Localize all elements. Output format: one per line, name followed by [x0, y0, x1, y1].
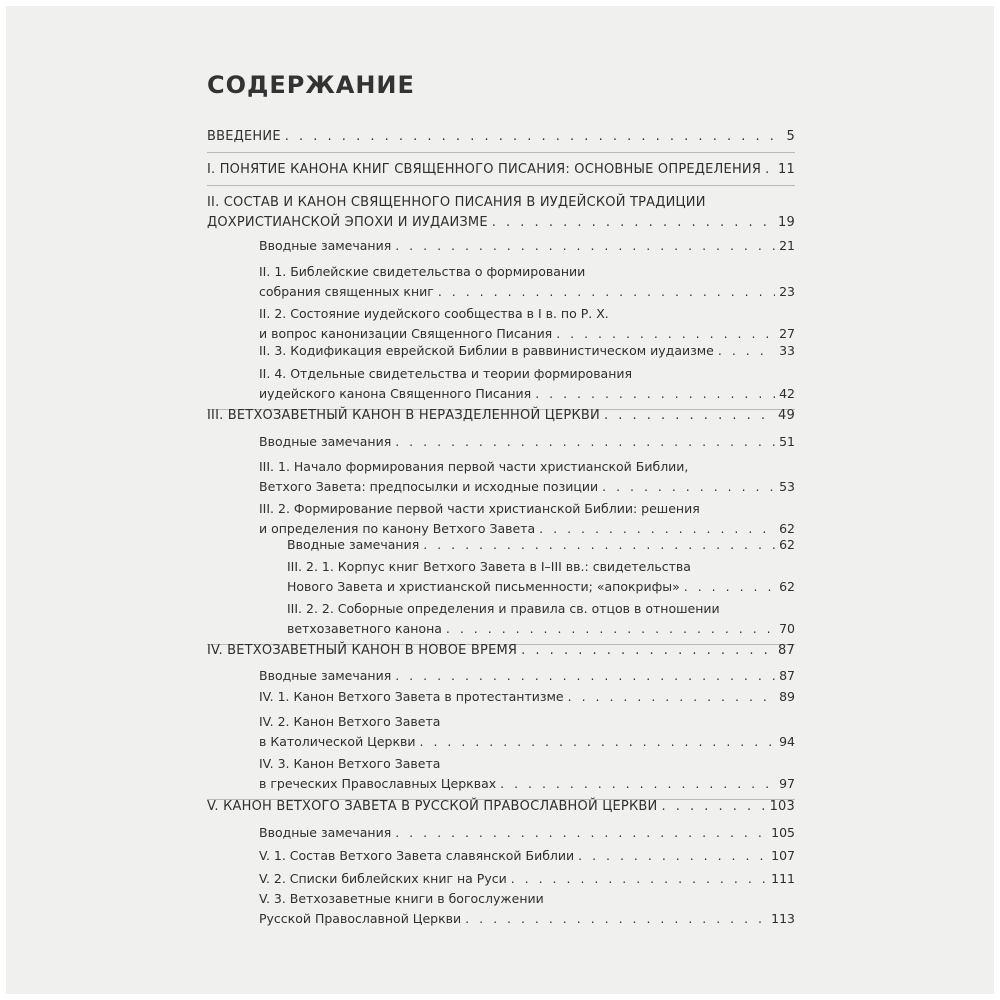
- page-number: 87: [778, 643, 795, 658]
- toc-entry[interactable]: [259, 712, 795, 752]
- toc-entry-last-line: [259, 687, 795, 707]
- toc-entry-title-line: III. 2. 1. Корпус книг Ветхого Завета в I–III вв.: свидетельства: [287, 559, 691, 574]
- toc-entry-title-line: Вводные замечания: [259, 434, 392, 449]
- toc-entry-last-line: [207, 127, 795, 147]
- dot-leader: [511, 869, 767, 889]
- toc-entry[interactable]: [287, 557, 795, 597]
- toc-entry-last-line: [259, 282, 795, 302]
- toc-entry-title-line: Вводные замечания: [259, 825, 392, 840]
- page-number: 62: [779, 579, 795, 594]
- page-number: 97: [779, 776, 795, 791]
- toc-entry-last-line: [259, 666, 795, 686]
- toc-entry[interactable]: [287, 535, 795, 555]
- dot-leader: [535, 384, 775, 404]
- page-number: 111: [771, 871, 795, 886]
- toc-entry-last-line: [259, 846, 795, 866]
- toc-entry-last-line: [287, 619, 795, 639]
- dot-leader: [602, 477, 775, 497]
- toc-entry[interactable]: [207, 160, 795, 180]
- dot-leader: [568, 687, 775, 707]
- toc-entry-last-line: [207, 160, 795, 180]
- toc-entry-last-line: [259, 384, 795, 404]
- toc-entry-title-line: II. 4. Отдельные свидетельства и теории формирования: [259, 366, 633, 381]
- toc-entry-title-line: III. 2. 2. Соборные определения и правила св. отцов в отношении: [287, 601, 720, 616]
- page-number: 87: [779, 668, 795, 683]
- toc-entry[interactable]: [259, 869, 795, 889]
- page-number: 62: [779, 521, 795, 536]
- toc-entry-last-line: [207, 797, 795, 817]
- dot-leader: [718, 341, 775, 361]
- toc-entry[interactable]: [259, 889, 795, 929]
- page-number: 5: [786, 129, 795, 144]
- toc-entry-last-line: [259, 341, 795, 361]
- dot-leader: [684, 577, 775, 597]
- toc-entry[interactable]: [207, 127, 795, 147]
- toc-entry-title-line: III. ВЕТХОЗАВЕТНЫЙ КАНОН В НЕРАЗДЕЛЕННОЙ ЦЕРКВИ: [207, 408, 600, 423]
- page-number: 113: [771, 911, 795, 926]
- toc-entry-title-line: собрания священных книг: [259, 284, 434, 299]
- page-number: 21: [779, 238, 795, 253]
- toc-entry-title-line: в греческих Православных Церквах: [259, 776, 497, 791]
- page-number: 27: [779, 326, 795, 341]
- page-number: 62: [779, 537, 795, 552]
- toc-entry-title-line: V. 2. Списки библейских книг на Руси: [259, 871, 507, 886]
- page-number: 11: [778, 162, 795, 177]
- toc-entry[interactable]: [207, 797, 795, 817]
- dot-leader: [395, 236, 775, 256]
- toc-entry[interactable]: [259, 364, 795, 404]
- toc-entry[interactable]: [259, 754, 795, 794]
- section-divider: [207, 152, 795, 153]
- toc-entry-last-line: [207, 406, 795, 426]
- toc-entry-title-line: III. 1. Начало формирования первой части христианской Библии,: [259, 459, 689, 474]
- toc-entry-last-line: [259, 869, 795, 889]
- toc-entry-title-line: иудейского канона Священного Писания: [259, 386, 532, 401]
- toc-entry[interactable]: [259, 304, 795, 344]
- toc-entry[interactable]: [259, 687, 795, 707]
- page-number: 42: [779, 386, 795, 401]
- page-number: 94: [779, 734, 795, 749]
- page-number: 89: [779, 689, 795, 704]
- toc-entry[interactable]: [259, 846, 795, 866]
- toc-entry-title-line: I. ПОНЯТИЕ КАНОНА КНИГ СВЯЩЕННОГО ПИСАНИЯ: ОСНОВНЫЕ ОПРЕДЕЛЕНИЯ: [207, 162, 762, 177]
- dot-leader: [500, 774, 775, 794]
- toc-entry[interactable]: [259, 341, 795, 361]
- toc-entry-last-line: [259, 432, 795, 452]
- page-number: 105: [771, 825, 795, 840]
- toc-entry[interactable]: [287, 599, 795, 639]
- page-number: 33: [779, 343, 795, 358]
- toc-entry-title-line: IV. 1. Канон Ветхого Завета в протестантизме: [259, 689, 564, 704]
- toc-entry-last-line: [259, 732, 795, 752]
- toc-entry[interactable]: [259, 236, 795, 256]
- toc-entry-title-line: II. 2. Состояние иудейского сообщества в I в. по Р. Х.: [259, 306, 609, 321]
- dot-leader: [661, 797, 765, 817]
- toc-entry-title-line: IV. 3. Канон Ветхого Завета: [259, 756, 441, 771]
- page-number: 49: [778, 408, 795, 423]
- toc-entry[interactable]: [207, 641, 795, 661]
- toc-entry-last-line: [287, 535, 795, 555]
- section-divider: [207, 185, 795, 186]
- toc-entry-title-line: II. СОСТАВ И КАНОН СВЯЩЕННОГО ПИСАНИЯ В ИУДЕЙСКОЙ ТРАДИЦИИ: [207, 195, 706, 210]
- toc-entry-title-line: Вводные замечания: [259, 238, 392, 253]
- toc-entry-title-line: V. 1. Состав Ветхого Завета славянской Библии: [259, 848, 575, 863]
- page-number: 23: [779, 284, 795, 299]
- toc-entry-title-line: и определения по канону Ветхого Завета: [259, 521, 536, 536]
- dot-leader: [438, 282, 775, 302]
- dot-leader: [446, 619, 775, 639]
- toc-entry[interactable]: [259, 666, 795, 686]
- dot-leader: [492, 213, 774, 233]
- toc-entry-title-line: Вводные замечания: [287, 537, 420, 552]
- toc-entry-title-line: Вводные замечания: [259, 668, 392, 683]
- toc-entry-title-line: IV. 2. Канон Ветхого Завета: [259, 714, 441, 729]
- toc-entry-title-line: ДОХРИСТИАНСКОЙ ЭПОХИ И ИУДАИЗМЕ: [207, 215, 488, 230]
- toc-entry-last-line: [207, 641, 795, 661]
- dot-leader: [521, 641, 774, 661]
- toc-entry-title-line: Русской Православной Церкви: [259, 911, 462, 926]
- page-number: 53: [779, 479, 795, 494]
- toc-entry[interactable]: [207, 406, 795, 426]
- toc-entry-title-line: II. 3. Кодификация еврейской Библии в раввинистическом иудаизме: [259, 343, 714, 358]
- toc-entry-last-line: [259, 774, 795, 794]
- dot-leader: [423, 535, 775, 555]
- toc-entry-title-line: в Католической Церкви: [259, 734, 416, 749]
- page-number: 19: [778, 215, 795, 230]
- page-number: 107: [771, 848, 795, 863]
- toc-entry[interactable]: [259, 262, 795, 302]
- toc-entry-last-line: [259, 477, 795, 497]
- dot-leader: [465, 909, 767, 929]
- toc-entry-title-line: Ветхого Завета: предпосылки и исходные позиции: [259, 479, 599, 494]
- toc-entry[interactable]: [259, 823, 795, 843]
- toc-entry-title-line: ВВЕДЕНИЕ: [207, 129, 281, 144]
- toc-entry[interactable]: [259, 499, 795, 539]
- dot-leader: [285, 127, 783, 147]
- toc-entry-last-line: [259, 823, 795, 843]
- toc-entry[interactable]: [259, 457, 795, 497]
- dot-leader: [395, 666, 775, 686]
- toc-entry[interactable]: [207, 193, 795, 233]
- toc-entry[interactable]: [259, 432, 795, 452]
- toc-entry-title-line: III. 2. Формирование первой части христианской Библии: решения: [259, 501, 700, 516]
- dot-leader: [395, 823, 767, 843]
- toc-entry-last-line: [207, 213, 795, 233]
- toc-entry-title-line: Нового Завета и христианской письменности; «апокрифы»: [287, 579, 680, 594]
- page-number: 70: [779, 621, 795, 636]
- toc-entry-title-line: ветхозаветного канона: [287, 621, 442, 636]
- dot-leader: [395, 432, 775, 452]
- page-number: 51: [779, 434, 795, 449]
- toc-entry-title-line: IV. ВЕТХОЗАВЕТНЫЙ КАНОН В НОВОЕ ВРЕМЯ: [207, 643, 518, 658]
- toc-entry-title-line: V. КАНОН ВЕТХОГО ЗАВЕТА В РУССКОЙ ПРАВОСЛАВНОЙ ЦЕРКВИ: [207, 799, 658, 814]
- dot-leader: [604, 406, 774, 426]
- page-number: 103: [769, 799, 795, 814]
- toc-entry-last-line: [287, 577, 795, 597]
- dot-leader: [420, 732, 776, 752]
- toc-entry-last-line: [259, 236, 795, 256]
- page-title: СОДЕРЖАНИЕ: [207, 71, 415, 99]
- toc-entry-last-line: [259, 909, 795, 929]
- toc-entry-title-line: V. 3. Ветхозаветные книги в богослужении: [259, 891, 544, 906]
- toc-entry-title-line: II. 1. Библейские свидетельства о формировании: [259, 264, 586, 279]
- dot-leader: [578, 846, 767, 866]
- dot-leader: [765, 160, 774, 180]
- toc-entry-title-line: и вопрос канонизации Священного Писания: [259, 326, 553, 341]
